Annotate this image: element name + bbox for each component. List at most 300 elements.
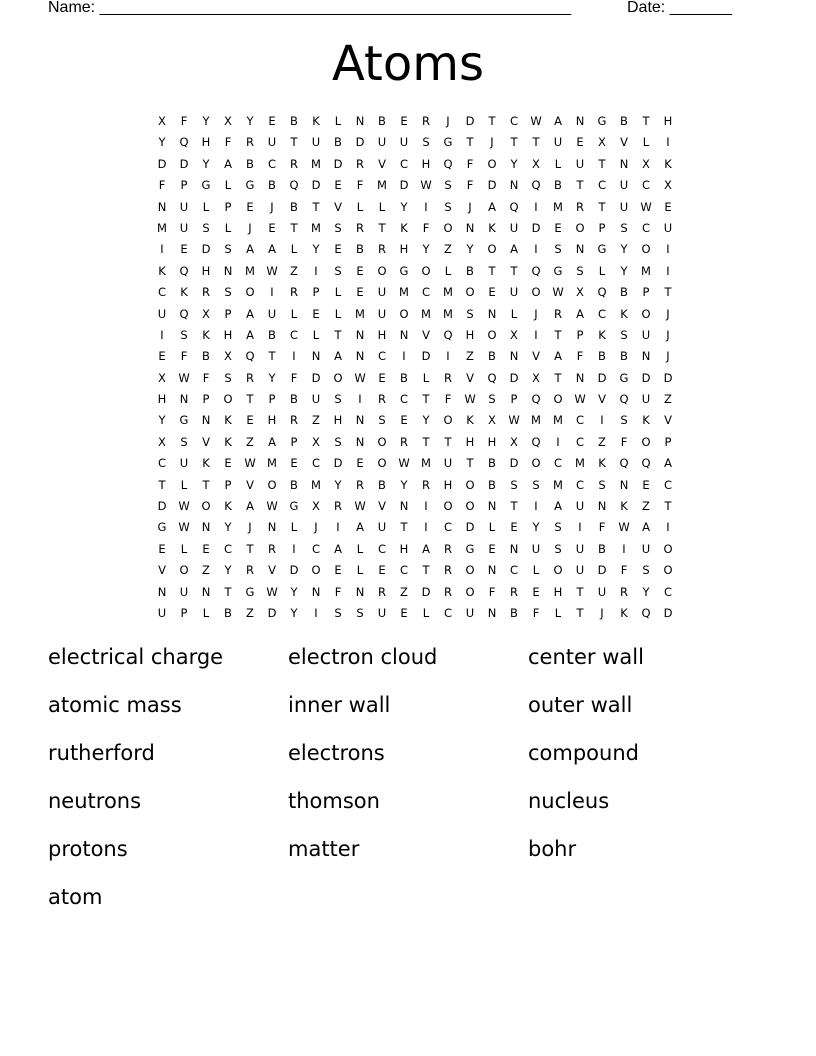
grid-letter: G (465, 541, 475, 556)
grid-letter: T (664, 499, 672, 514)
grid-letter: N (487, 605, 497, 620)
grid-letter: N (487, 306, 497, 321)
grid-letter: A (642, 520, 650, 535)
grid-letter: M (311, 477, 321, 492)
grid-letter: T (488, 263, 496, 278)
grid-letter: X (488, 413, 496, 428)
grid-letter: X (576, 285, 584, 300)
grid-letter: Y (334, 477, 342, 492)
grid-letter: B (224, 605, 232, 620)
grid-letter: A (554, 349, 562, 364)
grid-letter: S (488, 392, 496, 407)
grid-letter: X (642, 156, 650, 171)
grid-letter: R (334, 499, 342, 514)
grid-letter: G (619, 370, 629, 385)
grid-letter: T (488, 114, 496, 128)
grid-letter: W (266, 584, 278, 599)
grid-letter: J (270, 199, 274, 214)
grid-letter: L (510, 306, 518, 321)
grid-letter: V (532, 349, 540, 364)
grid-letter: F (202, 370, 210, 385)
grid-letter: U (531, 541, 541, 556)
word-bank-item: nucleus (528, 789, 610, 813)
grid-letter: T (334, 327, 342, 342)
grid-letter: X (510, 327, 518, 342)
grid-letter: F (620, 434, 628, 449)
grid-letter: U (267, 306, 277, 321)
grid-letter: B (246, 156, 254, 171)
word-bank-item: electrical charge (48, 645, 224, 669)
grid-letter: H (465, 327, 475, 342)
grid-letter: L (488, 520, 496, 535)
grid-letter: S (620, 327, 628, 342)
grid-letter: I (622, 541, 626, 556)
grid-letter: G (179, 413, 189, 428)
grid-letter: F (356, 178, 364, 193)
grid-letter: E (400, 413, 408, 428)
grid-letter: R (444, 541, 452, 556)
grid-letter: M (641, 263, 651, 278)
word-bank-item: protons (48, 837, 128, 861)
grid-letter: R (356, 156, 364, 171)
grid-letter: B (290, 199, 298, 214)
grid-letter: K (488, 220, 496, 235)
grid-letter: J (666, 327, 670, 342)
grid-letter: B (356, 242, 364, 257)
grid-letter: U (575, 563, 585, 578)
grid-letter: S (334, 392, 342, 407)
grid-letter: G (245, 584, 255, 599)
grid-letter: A (268, 242, 276, 257)
grid-letter: Q (531, 434, 541, 449)
grid-letter: F (620, 563, 628, 578)
grid-letter: D (157, 499, 167, 514)
grid-letter: O (245, 285, 255, 300)
grid-letter: W (244, 456, 256, 471)
grid-letter: G (201, 178, 211, 193)
grid-letter: S (334, 434, 342, 449)
grid-letter: T (290, 220, 298, 235)
grid-letter: E (356, 285, 364, 300)
grid-letter: W (354, 370, 366, 385)
grid-letter: F (180, 349, 188, 364)
grid-letter: N (157, 584, 167, 599)
grid-letter: T (422, 434, 430, 449)
grid-letter: U (641, 392, 651, 407)
grid-letter: T (268, 349, 276, 364)
grid-letter: O (531, 456, 541, 471)
grid-letter: P (180, 178, 188, 193)
grid-letter: I (556, 434, 560, 449)
grid-letter: S (620, 413, 628, 428)
grid-letter: S (334, 263, 342, 278)
grid-letter: S (224, 242, 232, 257)
grid-letter: U (509, 285, 519, 300)
grid-letter: T (576, 605, 584, 620)
grid-letter: M (575, 456, 585, 471)
grid-letter: K (202, 327, 210, 342)
grid-letter: T (224, 584, 232, 599)
grid-letter: N (179, 392, 189, 407)
grid-letter: W (640, 199, 652, 214)
grid-letter: X (224, 349, 232, 364)
grid-letter: Y (312, 242, 320, 257)
grid-letter: C (223, 541, 233, 556)
grid-letter: C (575, 413, 585, 428)
grid-letter: L (642, 135, 650, 150)
grid-row (151, 432, 679, 453)
grid-letter: J (600, 605, 604, 620)
grid-letter: R (444, 584, 452, 599)
grid-letter: O (531, 285, 541, 300)
grid-letter: W (618, 520, 630, 535)
grid-letter: S (224, 370, 232, 385)
grid-letter: W (178, 499, 190, 514)
grid-letter: E (356, 456, 364, 471)
grid-letter: O (663, 541, 673, 556)
word-bank-item: neutrons (48, 789, 142, 813)
grid-letter: B (488, 456, 496, 471)
grid-letter: C (157, 456, 167, 471)
grid-letter: N (355, 584, 365, 599)
grid-letter: C (443, 605, 453, 620)
grid-letter: H (443, 477, 453, 492)
word-bank-item: center wall (528, 645, 644, 669)
grid-letter: J (248, 520, 252, 535)
grid-letter: N (597, 499, 607, 514)
grid-letter: I (314, 263, 318, 278)
grid-letter: N (399, 499, 409, 514)
grid-letter: L (422, 370, 430, 385)
grid-letter: M (377, 178, 387, 193)
grid-letter: C (443, 520, 453, 535)
grid-letter: U (267, 135, 277, 150)
grid-letter: V (334, 199, 342, 214)
grid-letter: Y (224, 520, 232, 535)
grid-letter: A (334, 541, 342, 556)
grid-letter: O (377, 263, 387, 278)
grid-letter: C (377, 349, 387, 364)
grid-letter: R (356, 220, 364, 235)
grid-letter: O (663, 563, 673, 578)
grid-letter: D (509, 370, 519, 385)
grid-letter: C (509, 563, 519, 578)
grid-letter: I (534, 199, 538, 214)
grid-letter: S (444, 178, 452, 193)
grid-letter: P (312, 285, 320, 300)
grid-letter: E (642, 477, 650, 492)
grid-letter: C (641, 178, 651, 193)
grid-letter: W (354, 499, 366, 514)
grid-letter: M (421, 306, 431, 321)
grid-letter: N (575, 242, 585, 257)
worksheet-header (48, 0, 748, 19)
grid-letter: E (488, 541, 496, 556)
grid-letter: L (224, 178, 232, 193)
grid-letter: J (666, 306, 670, 321)
grid-letter: B (620, 349, 628, 364)
grid-letter: I (402, 349, 406, 364)
grid-letter: H (377, 327, 387, 342)
grid-letter: B (290, 114, 298, 128)
grid-letter: B (488, 477, 496, 492)
grid-letter: Z (400, 584, 408, 599)
grid-letter: D (201, 242, 211, 257)
grid-letter: O (443, 413, 453, 428)
grid-letter: O (575, 220, 585, 235)
grid-letter: E (356, 263, 364, 278)
grid-letter: B (202, 349, 210, 364)
grid-letter: N (487, 499, 497, 514)
grid-letter: S (576, 263, 584, 278)
grid-letter: D (465, 520, 475, 535)
grid-row (151, 304, 679, 325)
grid-letter: P (642, 285, 650, 300)
grid-letter: N (311, 349, 321, 364)
grid-letter: B (290, 477, 298, 492)
grid-letter: C (509, 114, 519, 128)
grid-letter: Q (179, 263, 189, 278)
grid-letter: G (597, 114, 607, 128)
grid-letter: N (619, 156, 629, 171)
grid-letter: H (267, 413, 277, 428)
grid-row (151, 218, 679, 239)
grid-letter: U (377, 306, 387, 321)
grid-letter: Q (443, 156, 453, 171)
grid-letter: N (641, 349, 651, 364)
grid-letter: Z (466, 349, 474, 364)
grid-letter: M (531, 413, 541, 428)
grid-letter: W (464, 392, 476, 407)
grid-letter: E (180, 242, 188, 257)
grid-letter: Q (531, 392, 541, 407)
grid-letter: T (466, 135, 474, 150)
grid-letter: A (576, 306, 584, 321)
grid-letter: I (600, 413, 604, 428)
grid-letter: F (224, 135, 232, 150)
grid-letter: R (290, 413, 298, 428)
grid-letter: U (311, 392, 321, 407)
grid-letter: D (267, 605, 277, 620)
grid-letter: M (553, 199, 563, 214)
grid-row (151, 261, 679, 282)
grid-letter: C (399, 392, 409, 407)
grid-letter: C (575, 434, 585, 449)
grid-letter: M (355, 306, 365, 321)
grid-letter: R (246, 370, 254, 385)
grid-row (151, 560, 679, 581)
grid-letter: O (641, 242, 651, 257)
grid-row (151, 132, 679, 153)
grid-letter: Q (641, 605, 651, 620)
grid-letter: T (510, 263, 518, 278)
grid-letter: R (356, 477, 364, 492)
grid-letter: O (223, 392, 233, 407)
grid-letter: U (575, 156, 585, 171)
word-bank-item: thomson (288, 789, 380, 813)
grid-letter: U (575, 541, 585, 556)
grid-letter: H (399, 242, 409, 257)
grid-letter: F (180, 114, 188, 128)
grid-letter: C (399, 563, 409, 578)
grid-row (151, 239, 679, 260)
grid-letter: E (400, 605, 408, 620)
grid-letter: V (620, 135, 628, 150)
grid-letter: Y (620, 242, 628, 257)
grid-letter: C (311, 456, 321, 471)
grid-letter: L (444, 263, 452, 278)
grid-letter: E (334, 242, 342, 257)
grid-letter: U (553, 135, 563, 150)
grid-letter: P (510, 392, 518, 407)
grid-letter: E (158, 541, 166, 556)
word-bank-item: electrons (288, 741, 385, 765)
grid-letter: B (268, 178, 276, 193)
grid-letter: S (202, 220, 210, 235)
grid-letter: X (202, 306, 210, 321)
grid-letter: K (620, 306, 628, 321)
grid-letter: L (180, 477, 188, 492)
grid-letter: T (290, 135, 298, 150)
grid-letter: R (400, 434, 408, 449)
grid-letter: V (598, 392, 606, 407)
grid-letter: S (466, 306, 474, 321)
grid-letter: D (421, 349, 431, 364)
grid-letter: T (598, 199, 606, 214)
grid-letter: T (510, 135, 518, 150)
grid-letter: J (446, 114, 450, 128)
grid-letter: Y (422, 242, 430, 257)
grid-letter: T (422, 392, 430, 407)
grid-letter: S (598, 477, 606, 492)
grid-letter: T (532, 135, 540, 150)
grid-letter: D (597, 370, 607, 385)
grid-letter: N (355, 349, 365, 364)
grid-letter: Q (245, 349, 255, 364)
grid-letter: G (597, 242, 607, 257)
grid-letter: P (268, 392, 276, 407)
grid-letter: M (157, 220, 167, 235)
grid-letter: O (377, 456, 387, 471)
grid-row (151, 389, 679, 410)
grid-row (151, 453, 679, 474)
grid-letter: A (664, 456, 672, 471)
grid-letter: O (201, 499, 211, 514)
grid-letter: D (531, 220, 541, 235)
grid-letter: Y (202, 156, 210, 171)
grid-letter: K (224, 413, 232, 428)
grid-letter: V (378, 499, 386, 514)
grid-letter: O (443, 220, 453, 235)
grid-letter: E (290, 456, 298, 471)
grid-letter: C (289, 327, 299, 342)
grid-letter: E (224, 456, 232, 471)
grid-letter: K (642, 413, 650, 428)
grid-letter: I (292, 349, 296, 364)
grid-letter: P (664, 434, 672, 449)
grid-letter: M (245, 263, 255, 278)
grid-letter: E (378, 370, 386, 385)
grid-row (151, 111, 679, 132)
grid-letter: S (334, 220, 342, 235)
grid-letter: E (664, 199, 672, 214)
grid-letter: S (510, 477, 518, 492)
grid-letter: V (466, 370, 474, 385)
grid-letter: M (399, 285, 409, 300)
grid-letter: M (443, 285, 453, 300)
grid-letter: D (157, 156, 167, 171)
grid-letter: O (553, 392, 563, 407)
grid-letter: P (202, 392, 210, 407)
grid-letter: T (554, 370, 562, 385)
grid-letter: D (663, 605, 673, 620)
grid-letter: G (443, 135, 453, 150)
grid-letter: N (355, 114, 365, 128)
grid-letter: O (377, 434, 387, 449)
grid-letter: I (314, 605, 318, 620)
grid-letter: B (488, 349, 496, 364)
word-bank-item: outer wall (528, 693, 633, 717)
grid-letter: X (158, 370, 166, 385)
grid-letter: A (246, 499, 254, 514)
grid-row (151, 603, 679, 624)
grid-letter: T (444, 434, 452, 449)
grid-letter: T (466, 456, 474, 471)
grid-letter: D (355, 135, 365, 150)
grid-letter: L (180, 541, 188, 556)
grid-letter: S (378, 413, 386, 428)
grid-letter: C (267, 156, 277, 171)
grid-letter: P (224, 306, 232, 321)
grid-letter: K (620, 605, 628, 620)
word-bank-item: atom (48, 885, 103, 909)
grid-letter: O (465, 285, 475, 300)
grid-letter: B (378, 477, 386, 492)
grid-letter: A (554, 114, 562, 128)
grid-letter: K (466, 413, 474, 428)
grid-letter: V (202, 434, 210, 449)
grid-letter: V (422, 327, 430, 342)
grid-letter: E (334, 563, 342, 578)
grid-letter: H (421, 156, 431, 171)
grid-letter: Q (619, 392, 629, 407)
grid-letter: O (641, 306, 651, 321)
name-line: Name: _____________________________________________________ (48, 0, 572, 16)
grid-letter: W (178, 370, 190, 385)
grid-letter: V (268, 563, 276, 578)
grid-letter: T (642, 114, 650, 128)
grid-letter: N (201, 584, 211, 599)
grid-letter: L (356, 541, 364, 556)
grid-letter: A (356, 520, 364, 535)
grid-letter: N (509, 349, 519, 364)
grid-letter: U (377, 520, 387, 535)
grid-letter: Z (664, 392, 672, 407)
grid-letter: D (399, 178, 409, 193)
grid-letter: I (160, 242, 164, 257)
grid-letter: O (333, 370, 343, 385)
grid-letter: T (246, 392, 254, 407)
grid-letter: T (158, 477, 166, 492)
grid-letter: D (311, 178, 321, 193)
grid-letter: N (575, 370, 585, 385)
grid-letter: S (554, 520, 562, 535)
grid-letter: Y (290, 584, 298, 599)
grid-letter: H (487, 434, 497, 449)
grid-letter: H (399, 541, 409, 556)
grid-letter: Q (619, 456, 629, 471)
grid-letter: Q (531, 178, 541, 193)
